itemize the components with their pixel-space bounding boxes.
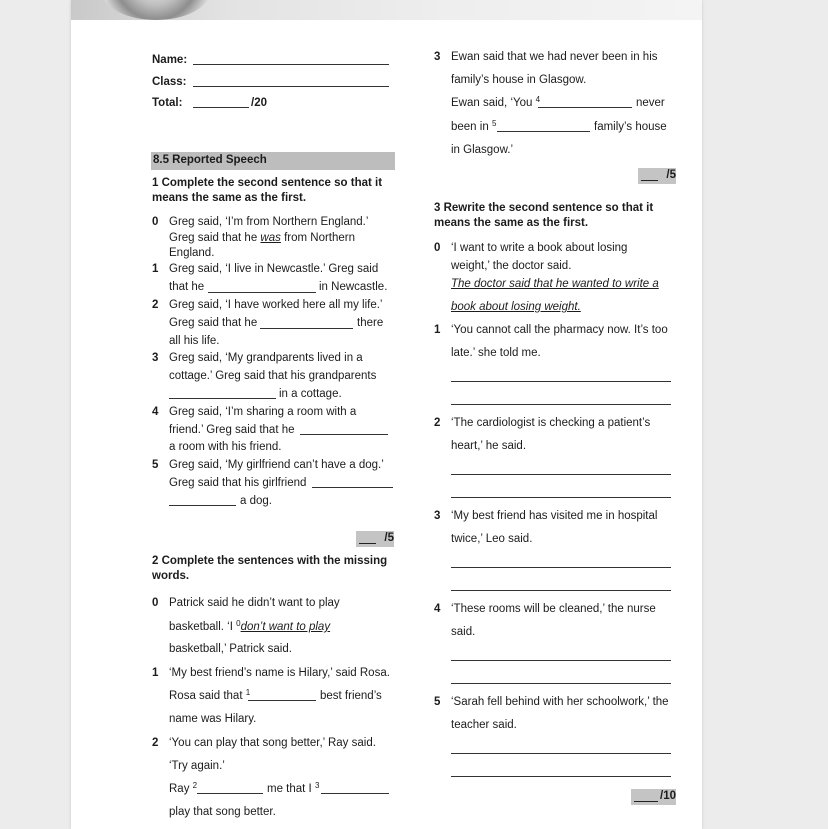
total-field[interactable] [193,107,249,108]
ex2-4-blank[interactable] [538,107,632,108]
ex2-1-line2b: best friend’s [320,690,382,702]
ex1-title-2: means the same as the first. [152,192,307,204]
ex2-2-line3a: Ray $^2$ [169,781,198,795]
section-header [151,152,395,170]
ex3-5-line1: ‘Sarah fell behind with her schoolwork,’ the [451,696,669,708]
ex2-3-line2: family’s house in Glasgow. [451,74,587,86]
ex1-2-line2a: Greg said that he [169,317,258,329]
ex2-title: 2 Complete the sentences with the missing [152,555,388,567]
disc-graphic [101,0,211,20]
ex2-5-blank[interactable] [497,131,590,132]
ex3-num-2: 2 [434,417,441,429]
ex3-0-line2: weight,’ the doctor said. [451,260,572,272]
ex1-4-line1: Greg said, ‘I’m sharing a room with a [169,406,357,418]
ex1-0-line3: England. [169,247,215,259]
worksheet-page [71,0,702,829]
ex3-5-answer-line-2[interactable] [451,776,671,777]
ex2-2-line2: ‘Try again.’ [169,760,225,772]
ex2-3-line4a: been in $^5$ [451,119,497,133]
ex3-4-line2: said. [451,626,476,638]
class-label: Class: [152,76,187,88]
ex3-4-answer-line-1[interactable] [451,660,671,661]
ex1-5-line1: Greg said, ‘My girlfriend can’t have a dog.’ [169,459,384,471]
ex2-num-1: 1 [152,667,159,679]
ex1-4-blank[interactable] [300,434,388,435]
ex2-num-0: 0 [152,597,159,609]
name-field[interactable] [193,64,389,65]
ex1-title: 1 Complete the second sentence so that it [152,177,383,189]
ex1-num-0: 0 [152,216,159,228]
ex2-1-line2a: Rosa said that $^1$ [169,688,251,702]
ex3-1-line2: late.’ she told me. [451,347,541,359]
ex1-1-blank[interactable] [208,292,316,293]
ex1-1-line1: Greg said, ‘I live in Newcastle.’ Greg said [169,263,379,275]
ex1-0-line1: Greg said, ‘I’m from Northern England.’ [169,216,369,228]
ex3-4-line1: ‘These rooms will be cleaned,’ the nurse [451,603,656,615]
ex1-score[interactable]: /5 [356,531,394,547]
ex2-3-line4b: family’s house [594,121,667,133]
ex1-2-line3: all his life. [169,335,220,347]
ex3-1-line1: ‘You cannot call the pharmacy now. It’s too [451,324,668,336]
ex2-score[interactable]: /5 [638,168,676,184]
ex2-0-line1: Patrick said he didn’t want to play [169,597,340,609]
ex2-1-blank[interactable] [248,700,316,701]
ex3-num-4: 4 [434,603,441,615]
ex2-2-blank[interactable] [197,793,263,794]
ex3-5-line2: teacher said. [451,719,517,731]
ex1-3-line3: in a cottage. [279,388,342,400]
ex3-title-2: means the same as the first. [434,217,589,229]
ex3-2-answer-line-2[interactable] [451,497,671,498]
ex3-score[interactable]: /10 [631,789,676,805]
ex1-1-line2a: that he [169,281,205,293]
total-label: Total: [152,97,183,109]
ex1-2-line1: Greg said, ‘I have worked here all my life.’ [169,299,383,311]
ex1-2-blank[interactable] [260,328,353,329]
ex3-num-1: 1 [434,324,441,336]
ex3-num-5: 5 [434,696,441,708]
ex1-5-line3: a dog. [240,495,272,507]
class-field[interactable] [193,86,389,87]
ex1-num-1: 1 [152,263,159,275]
ex3-3-line2: twice,’ Leo said. [451,533,533,545]
name-label: Name: [152,54,188,66]
ex3-3-answer-line-1[interactable] [451,567,671,568]
ex3-num-0: 0 [434,242,441,254]
ex1-4-line3: a room with his friend. [169,441,282,453]
ex1-0-line2: Greg said that he was from Northern [169,232,356,244]
ex1-3-line1: Greg said, ‘My grandparents lived in a [169,352,363,364]
ex1-5-blank-a[interactable] [312,487,393,488]
ex2-title-2: words. [152,570,190,582]
ex2-3-blank[interactable] [321,793,389,794]
ex1-0-answer: was [260,232,281,244]
ex1-5-line2: Greg said that his girlfriend [169,477,307,489]
ex1-num-4: 4 [152,406,159,418]
ex2-2-line3b: me that I $^3$ [267,781,320,795]
ex1-3-line2: cottage.’ Greg said that his grandparents [169,370,377,382]
ex1-4-line2: friend.’ Greg said that he [169,424,295,436]
header-banner [71,0,702,20]
section-title: 8.5 Reported Speech [153,154,267,166]
ex3-title: 3 Rewrite the second sentence so that it [434,202,654,214]
ex3-4-answer-line-2[interactable] [451,683,671,684]
ex2-2-line4: play that song better. [169,806,276,818]
ex1-num-3: 3 [152,352,159,364]
ex1-num-5: 5 [152,459,159,471]
ex2-1-line1: ‘My best friend’s name is Hilary,’ said Rosa. [169,667,390,679]
ex3-2-answer-line-1[interactable] [451,474,671,475]
ex2-num-3: 3 [434,51,441,63]
ex2-3-line3a: Ewan said, ‘You $^4$ [451,95,541,109]
ex2-2-line1: ‘You can play that song better,’ Ray said. [169,737,376,749]
ex3-num-3: 3 [434,510,441,522]
total-value: /20 [251,97,267,109]
ex3-2-line1: ‘The cardiologist is checking a patient’s [451,417,651,429]
ex1-1-line2b: in Newcastle. [319,281,388,293]
ex1-3-blank[interactable] [169,398,276,399]
ex2-3-line1: Ewan said that we had never been in his [451,51,658,63]
ex3-0-line1: ‘I want to write a book about losing [451,242,628,254]
ex1-5-blank-b[interactable] [169,505,236,506]
ex3-3-line1: ‘My best friend has visited me in hospital [451,510,658,522]
ex3-3-answer-line-2[interactable] [451,590,671,591]
ex2-3-line3b: never [636,97,665,109]
ex2-0-line3: basketball,’ Patrick said. [169,643,292,655]
ex1-num-2: 2 [152,299,159,311]
ex1-2-line2b: there [357,317,384,329]
ex2-3-line5: in Glasgow.’ [451,144,514,156]
ex3-0-answer-2: book about losing weight. [451,301,581,313]
ex2-0-line2: basketball. ‘I $^0$don’t want to play [169,619,331,633]
ex3-1-answer-line-2[interactable] [451,404,671,405]
ex3-1-answer-line-1[interactable] [451,381,671,382]
ex2-0-answer: don’t want to play [240,621,331,633]
ex3-5-answer-line-1[interactable] [451,753,671,754]
ex2-num-2: 2 [152,737,159,749]
ex2-1-line3: name was Hilary. [169,713,257,725]
ex3-0-answer-1: The doctor said that he wanted to write a [451,278,659,290]
ex3-2-line2: heart,’ he said. [451,440,527,452]
